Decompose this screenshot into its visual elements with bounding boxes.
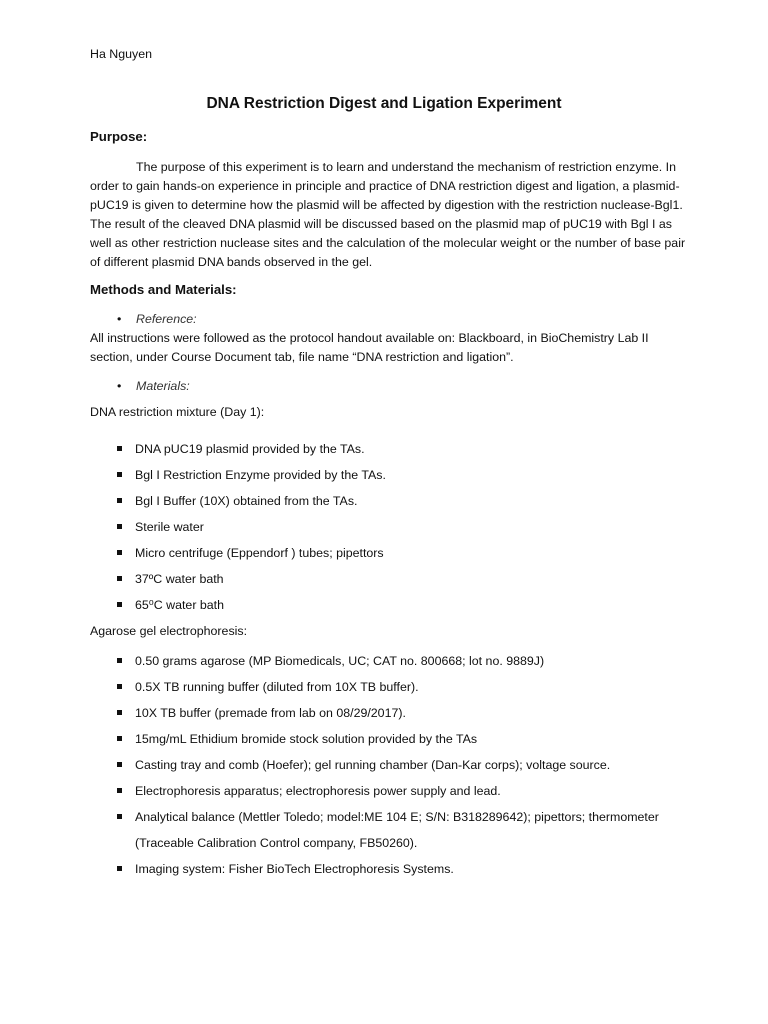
list-item: 37ºC water bath xyxy=(117,566,717,592)
bullet-icon: • xyxy=(117,379,122,393)
list-item: Bgl I Restriction Enzyme provided by the TAs. xyxy=(117,462,717,488)
bullet-icon: • xyxy=(117,312,122,326)
mixture-heading: DNA restriction mixture (Day 1): xyxy=(90,405,265,419)
list-item: 0.5X TB running buffer (diluted from 10X TB buffer). xyxy=(117,674,717,700)
square-bullet-icon xyxy=(117,658,122,663)
gel-list xyxy=(117,648,717,882)
purpose-paragraph xyxy=(90,158,690,272)
square-bullet-icon xyxy=(117,498,122,503)
list-item: Bgl I Buffer (10X) obtained from the TAs. xyxy=(117,488,717,514)
square-bullet-icon xyxy=(117,736,122,741)
square-bullet-icon xyxy=(117,472,122,477)
square-bullet-icon xyxy=(117,550,122,555)
list-item: Imaging system: Fisher BioTech Electrophoresis Systems. xyxy=(117,856,717,882)
square-bullet-icon xyxy=(117,446,122,451)
gel-heading: Agarose gel electrophoresis: xyxy=(90,624,248,638)
list-item-continuation: (Traceable Calibration Control company, FB50260). xyxy=(135,836,418,850)
list-item: Micro centrifuge (Eppendorf ) tubes; pipettors xyxy=(117,540,717,566)
square-bullet-icon xyxy=(117,814,122,819)
list-item: 15mg/mL Ethidium bromide stock solution provided by the TAs xyxy=(117,726,717,752)
reference-label: Reference: xyxy=(136,312,197,326)
list-item: DNA pUC19 plasmid provided by the TAs. xyxy=(117,436,717,462)
square-bullet-icon xyxy=(117,762,122,767)
purpose-text: The purpose of this experiment is to learn and understand the mechanism of restriction enzyme. In order to gain hands-on experience in principle and practice of DNA restriction digest and ligation, a plasmid-pUC19 is given to determine how the plasmid will be affected by digestion with the restriction nuclease-Bgl1. The result of the cleaved DNA plasmid will be discussed based on the plasmid map of pUC19 with Bgl I as well as other restriction nuclease sites and the calculation of the molecular weight or the number of base pair of different plasmid DNA bands observed in the gel. xyxy=(90,160,686,269)
list-item: Analytical balance (Mettler Toledo; model:ME 104 E; S/N: B318289642); pipettors; thermometer (Traceable Calibration Control company, FB50260). xyxy=(117,804,717,856)
materials-label: Materials: xyxy=(136,379,190,393)
reference-text-line-2: section, under Course Document tab, file name “DNA restriction and ligation”. xyxy=(90,350,514,364)
purpose-heading: Purpose: xyxy=(90,129,148,144)
square-bullet-icon xyxy=(117,576,122,581)
square-bullet-icon xyxy=(117,524,122,529)
list-item: 10X TB buffer (premade from lab on 08/29/2017). xyxy=(117,700,717,726)
list-item: Sterile water xyxy=(117,514,717,540)
square-bullet-icon xyxy=(117,684,122,689)
square-bullet-icon xyxy=(117,710,122,715)
methods-heading: Methods and Materials: xyxy=(90,282,237,297)
square-bullet-icon xyxy=(117,602,122,607)
list-item: Casting tray and comb (Hoefer); gel running chamber (Dan-Kar corps); voltage source. xyxy=(117,752,717,778)
list-item: 65⁰C water bath xyxy=(117,592,717,618)
square-bullet-icon xyxy=(117,866,122,871)
list-item: 0.50 grams agarose (MP Biomedicals, UC; CAT no. 800668; lot no. 9889J) xyxy=(117,648,717,674)
list-item: Electrophoresis apparatus; electrophoresis power supply and lead. xyxy=(117,778,717,804)
reference-text-line-1: All instructions were followed as the protocol handout available on: Blackboard, in BioChemistry Lab II xyxy=(90,331,649,345)
square-bullet-icon xyxy=(117,788,122,793)
mixture-list xyxy=(117,436,717,618)
author-name: Ha Nguyen xyxy=(90,47,152,61)
document-title: DNA Restriction Digest and Ligation Experiment xyxy=(206,95,562,112)
